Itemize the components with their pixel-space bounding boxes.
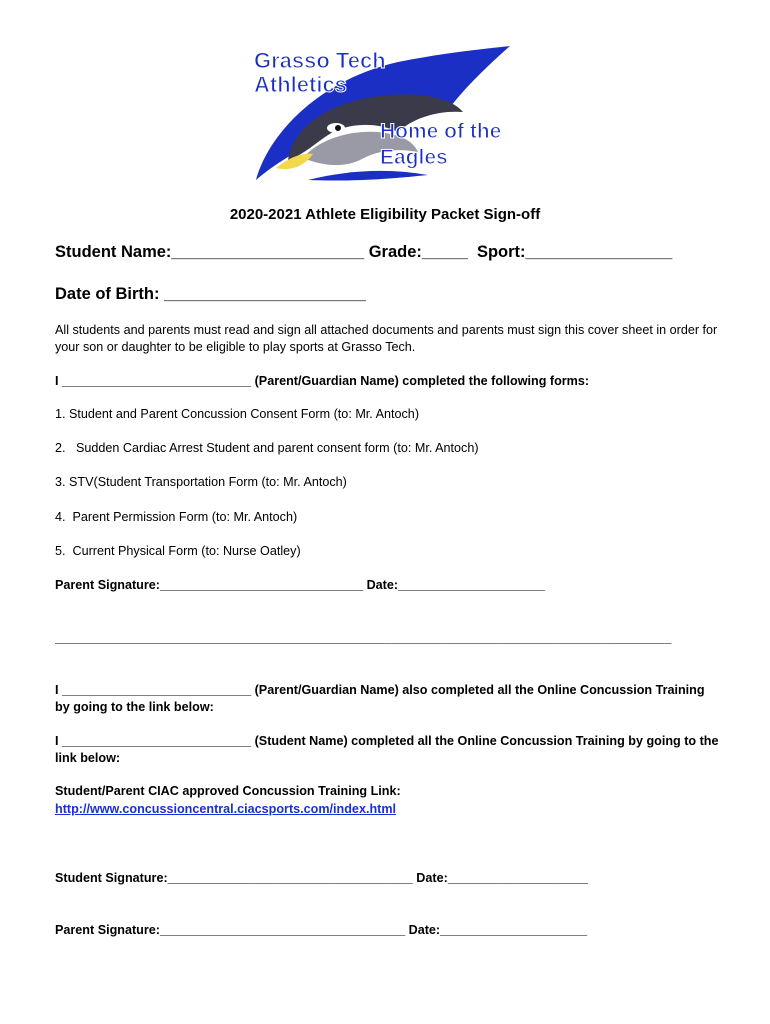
parent-signature-line-1[interactable]: Parent Signature:_____________________________ Date:_____________________ [55,578,546,592]
form-item-5: 5. Current Physical Form (to: Nurse Oatley) [55,544,301,558]
logo-text-line3: Home of the [380,120,502,143]
separator-line: ________________________________________________________________________________________ [55,631,672,645]
logo-text-line4: Eagles [380,146,448,169]
ciac-training-link[interactable]: http://www.concussioncentral.ciacsports.com/index.html [55,802,397,816]
ciac-link-label: Student/Parent CIAC approved Concussion Training Link: [55,784,401,798]
logo-text-line1: Grasso Tech [254,48,386,73]
eagle-icon [248,40,518,190]
page-title: 2020-2021 Athlete Eligibility Packet Sign-off [229,206,541,223]
student-signature-line[interactable]: Student Signature:___________________________________ Date:____________________ [55,871,588,885]
form-item-3: 3. STV(Student Transportation Form (to: Mr. Antoch) [55,475,347,489]
date-of-birth-line[interactable]: Date of Birth: ______________________ [55,285,366,303]
parent-signature-line-2[interactable]: Parent Signature:___________________________________ Date:_____________________ [55,923,588,937]
form-item-2: 2. Sudden Cardiac Arrest Student and parent consent form (to: Mr. Antoch) [55,441,479,455]
form-item-4: 4. Parent Permission Form (to: Mr. Antoch) [55,510,298,524]
grasso-tech-logo [248,40,518,190]
intro-text: All students and parents must read and sign all attached documents and parents must sign this cover sheet in order for your son or daughter to be eligible to play sports at Grasso Tech. [55,323,718,354]
form-item-1: 1. Student and Parent Concussion Consent Form (to: Mr. Antoch) [55,407,420,421]
parent-online-training-line[interactable]: I ___________________________ (Parent/Guardian Name) also completed all the Online Concussion Training by going to the link below: [55,683,705,714]
logo-text-line2: Athletics [254,72,347,97]
student-name-grade-sport-line[interactable]: Student Name:_____________________ Grade:_____ Sport:________________ [55,243,673,261]
student-online-training-line[interactable]: I ___________________________ (Student Name) completed all the Online Concussion Training by going to the link below: [55,734,719,765]
parent-forms-line[interactable]: I ___________________________ (Parent/Guardian Name) completed the following forms: [55,374,590,388]
